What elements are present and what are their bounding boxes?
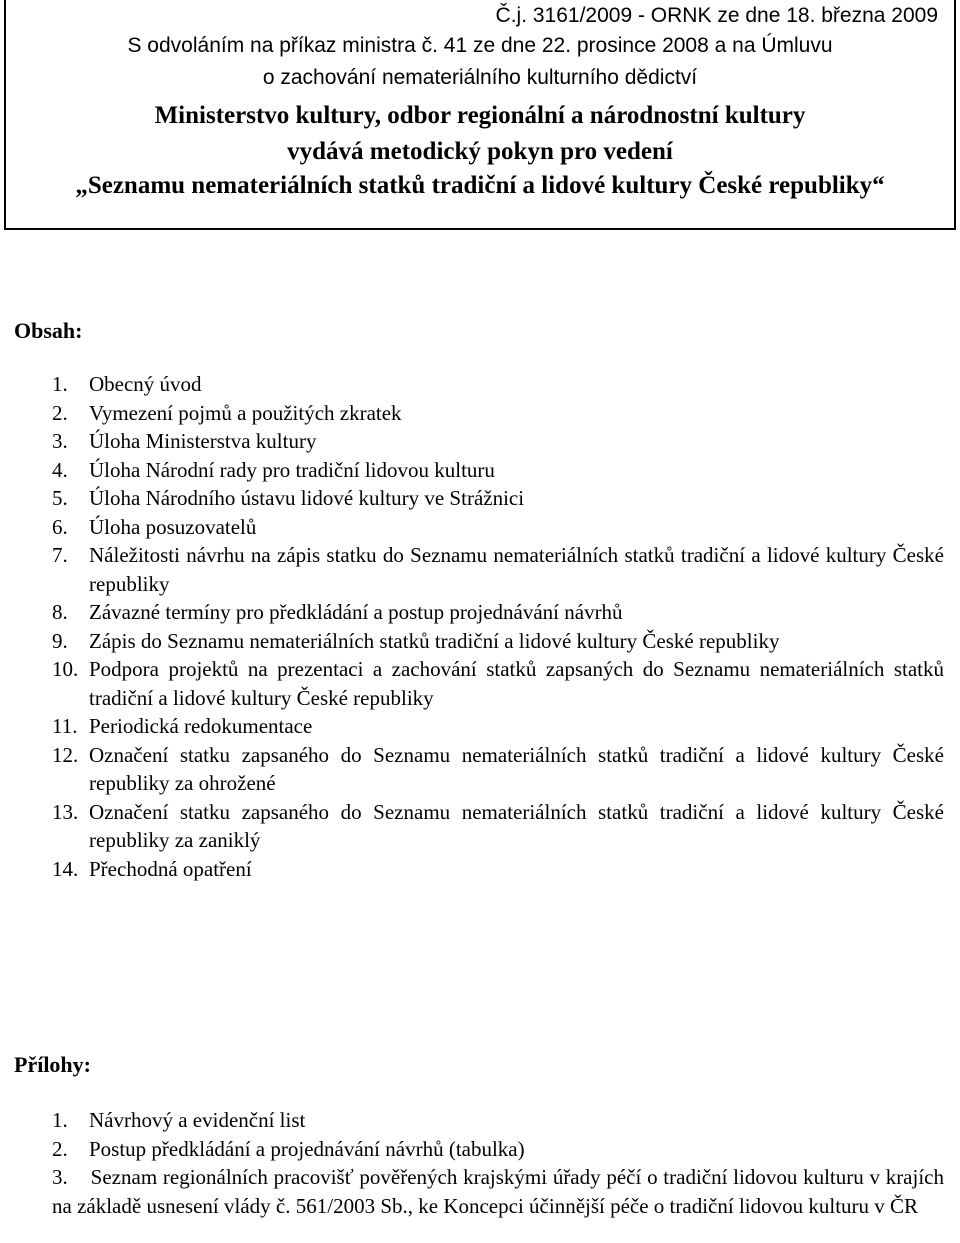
contents-item bbox=[52, 798, 944, 855]
contents-item-text: Vymezení pojmů a použitých zkratek bbox=[89, 400, 402, 425]
intro-line-1: S odvoláním na příkaz ministra č. 41 ze dne 22. prosince 2008 a na Úmluvu bbox=[127, 34, 833, 57]
contents-item-text: Úloha Národního ústavu lidové kultury ve Strážnici bbox=[89, 486, 525, 510]
contents-item-number: 12. bbox=[52, 742, 79, 767]
contents-item-number: 1. bbox=[52, 372, 68, 396]
contents-item-text: Úloha Ministerstva kultury bbox=[89, 429, 317, 453]
contents-item bbox=[52, 484, 944, 513]
contents-item-text: Náležitosti návrhu na zápis statku do Seznamu nemateriálních statků tradiční a lidové kultury České republiky bbox=[89, 543, 944, 596]
contents-item-number: 8. bbox=[52, 600, 68, 624]
contents-item-number: 6. bbox=[52, 514, 68, 539]
contents-item-number: 7. bbox=[52, 543, 68, 567]
annex-item-number: 1. bbox=[52, 1108, 68, 1132]
contents-item-number: 10. bbox=[52, 657, 79, 681]
contents-item-text: Označení statku zapsaného do Seznamu nemateriálních statků tradiční a lidové kultury České republiky za ohrožené bbox=[89, 742, 944, 795]
contents-item bbox=[52, 456, 944, 485]
reference-number: Č.j. 3161/2009 - ORNK ze dne 18. března 2009 bbox=[495, 4, 938, 27]
contents-item-text: Přechodná opatření bbox=[89, 856, 252, 881]
contents-item bbox=[52, 370, 944, 399]
contents-item bbox=[52, 541, 944, 598]
title-line-1: Ministerstvo kultury, odbor regionální a národnostní kultury bbox=[154, 102, 806, 129]
annex-item-text: Postup předkládání a projednávání návrhů (tabulka) bbox=[89, 1136, 525, 1161]
contents-item bbox=[52, 741, 944, 798]
contents-item-text: Zápis do Seznamu nemateriálních statků tradiční a lidové kultury České republiky bbox=[89, 628, 780, 653]
intro-line-2: o zachování nemateriálního kulturního dědictví bbox=[262, 66, 698, 89]
title-line-3: „Seznamu nemateriálních statků tradiční a lidové kultury České republiky“ bbox=[75, 172, 885, 199]
annex-item bbox=[52, 1163, 944, 1220]
contents-item-text: Závazné termíny pro předkládání a postup projednávání návrhů bbox=[89, 600, 623, 624]
contents-item bbox=[52, 855, 944, 884]
contents-item-text: Podpora projektů na prezentaci a zachování statků zapsaných do Seznamu nemateriálních statků tradiční a lidové kultury České republiky bbox=[89, 657, 944, 710]
contents-item bbox=[52, 399, 944, 428]
annex-item bbox=[52, 1135, 944, 1164]
contents-item-number: 9. bbox=[52, 628, 68, 653]
contents-item-number: 14. bbox=[52, 856, 79, 881]
annex-item-number: 2. bbox=[52, 1136, 68, 1161]
contents-heading: Obsah: bbox=[14, 318, 83, 343]
contents-list bbox=[52, 370, 944, 883]
annex-item-text: Návrhový a evidenční list bbox=[89, 1108, 306, 1132]
contents-item bbox=[52, 598, 944, 627]
annex-item bbox=[52, 1106, 944, 1135]
contents-item-number: 5. bbox=[52, 486, 68, 510]
annex-item-text: Seznam regionálních pracovišť pověřených krajskými úřady péčí o tradiční lidovou kulturu v krajích na základě usnesení vlády č. 561/2003 Sb., ke Koncepci účinnější péče o tradiční lidovou kulturu v ČR bbox=[52, 1165, 944, 1218]
contents-item-number: 2. bbox=[52, 400, 68, 425]
annex-item-number: 3. bbox=[52, 1165, 68, 1189]
contents-item-number: 11. bbox=[52, 714, 78, 738]
contents-item-text: Označení statku zapsaného do Seznamu nemateriálních statků tradiční a lidové kultury České republiky za zaniklý bbox=[89, 799, 944, 852]
annexes-heading: Přílohy: bbox=[14, 1052, 91, 1077]
contents-item bbox=[52, 513, 944, 542]
contents-item-number: 3. bbox=[52, 429, 68, 453]
contents-item bbox=[52, 427, 944, 456]
contents-item bbox=[52, 627, 944, 656]
contents-item-number: 13. bbox=[52, 799, 79, 824]
contents-item-number: 4. bbox=[52, 457, 68, 482]
contents-item-text: Periodická redokumentace bbox=[89, 714, 313, 738]
contents-item bbox=[52, 712, 944, 741]
annexes-list bbox=[52, 1106, 944, 1220]
contents-item-text: Úloha Národní rady pro tradiční lidovou kulturu bbox=[89, 457, 495, 482]
contents-item-text: Úloha posuzovatelů bbox=[89, 514, 257, 539]
header-box bbox=[4, 0, 956, 230]
title-line-2: vydává metodický pokyn pro vedení bbox=[287, 138, 673, 165]
contents-item bbox=[52, 655, 944, 712]
contents-item-text: Obecný úvod bbox=[89, 372, 202, 396]
